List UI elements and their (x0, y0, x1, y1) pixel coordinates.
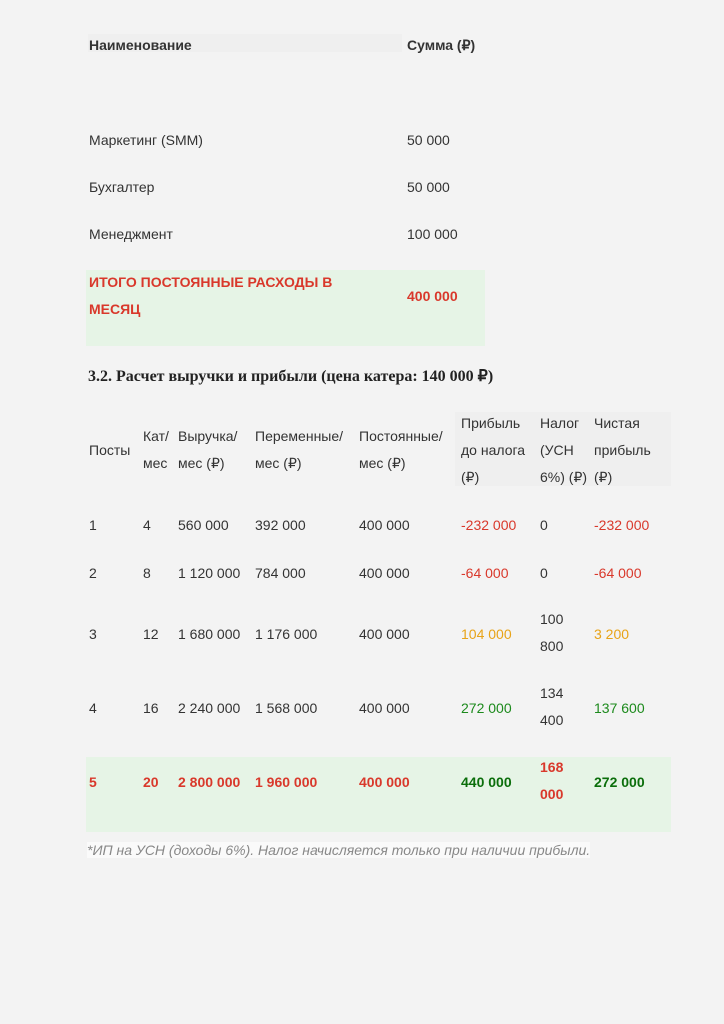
cell-revenue: 2 240 000 (178, 700, 241, 716)
costs-row-name: Менеджмент (89, 226, 173, 242)
th-fixed-line1: Постоянные/ (359, 428, 443, 444)
costs-header-sum: Сумма (₽) (407, 37, 476, 53)
costs-row-name: Бухгалтер (89, 179, 155, 195)
cell-profit: -232 000 (461, 517, 517, 533)
th-boats-line1: Кат/ (143, 428, 169, 444)
cell-profit: 440 000 (461, 774, 512, 790)
th-revenue-line2: мес (₽) (178, 455, 225, 471)
section-title: 3.2. Расчет выручки и прибыли (цена катера: 140 000 ₽) (88, 368, 494, 385)
th-fixed-line2: мес (₽) (359, 455, 406, 471)
costs-row-name: Маркетинг (SMM) (89, 132, 203, 148)
cell-revenue: 2 800 000 (178, 774, 241, 790)
cell-tax-line2: 800 (540, 638, 564, 654)
th-variable-line1: Переменные/ (255, 428, 344, 444)
cell-variable: 1 176 000 (255, 626, 318, 642)
cell-tax-line2: 400 (540, 712, 564, 728)
th-tax (540, 410, 587, 491)
costs-header-name: Наименование (89, 37, 192, 53)
cell-net: 3 200 (594, 626, 630, 642)
th-profit (461, 410, 525, 491)
th-net (594, 410, 651, 491)
th-variable (255, 423, 343, 477)
cell-boats: 16 (143, 700, 159, 716)
cell-tax (540, 754, 563, 808)
costs-row-sum: 50 000 (407, 132, 450, 148)
cell-tax: 0 (540, 565, 548, 581)
th-variable-line2: мес (₽) (255, 455, 302, 471)
th-boats (143, 423, 169, 477)
th-profit-line3: (₽) (461, 469, 480, 485)
cell-revenue: 560 000 (178, 517, 229, 533)
cell-profit: 104 000 (461, 626, 512, 642)
cell-variable: 392 000 (255, 517, 306, 533)
cell-posts: 2 (89, 565, 97, 581)
cell-fixed: 400 000 (359, 565, 410, 581)
costs-total-sum: 400 000 (407, 288, 458, 304)
cell-net: -64 000 (594, 565, 642, 581)
th-net-line1: Чистая (594, 415, 640, 431)
cell-fixed: 400 000 (359, 626, 410, 642)
cell-tax (540, 680, 563, 734)
th-fixed (359, 423, 443, 477)
th-net-line3: (₽) (594, 469, 613, 485)
costs-row-sum: 100 000 (407, 226, 458, 242)
th-boats-line2: мес (143, 455, 168, 471)
cell-tax-line1: 134 (540, 685, 564, 701)
cell-variable: 784 000 (255, 565, 306, 581)
cell-profit: 272 000 (461, 700, 512, 716)
cell-fixed: 400 000 (359, 517, 410, 533)
th-net-line2: прибыль (594, 442, 651, 458)
th-tax-line3: 6%) (₽) (540, 469, 588, 485)
th-revenue (178, 423, 237, 477)
th-profit-line1: Прибыль (461, 415, 521, 431)
cell-posts: 1 (89, 517, 97, 533)
th-posts: Посты (89, 442, 131, 458)
revenue-total-row (86, 757, 671, 832)
costs-total-label-2: МЕСЯЦ (89, 301, 141, 317)
cell-tax: 0 (540, 517, 548, 533)
cell-fixed: 400 000 (359, 700, 410, 716)
th-tax-line2: (УСН (540, 442, 574, 458)
cell-tax-line1: 100 (540, 611, 564, 627)
cell-tax-line2: 000 (540, 786, 564, 802)
cell-fixed: 400 000 (359, 774, 410, 790)
cell-variable: 1 960 000 (255, 774, 318, 790)
cell-variable: 1 568 000 (255, 700, 318, 716)
cell-net: 137 600 (594, 700, 645, 716)
cell-profit: -64 000 (461, 565, 509, 581)
costs-total-label: ИТОГО ПОСТОЯННЫЕ РАСХОДЫ В (89, 274, 333, 290)
cell-net: -232 000 (594, 517, 650, 533)
cell-posts: 5 (89, 774, 97, 790)
cell-tax (540, 606, 563, 660)
th-tax-line1: Налог (540, 415, 580, 431)
costs-row-sum: 50 000 (407, 179, 450, 195)
footnote: *ИП на УСН (доходы 6%). Налог начисляется только при наличии прибыли. (87, 842, 591, 858)
cell-boats: 8 (143, 565, 151, 581)
cell-boats: 12 (143, 626, 159, 642)
cell-posts: 3 (89, 626, 97, 642)
cell-revenue: 1 680 000 (178, 626, 241, 642)
cell-revenue: 1 120 000 (178, 565, 241, 581)
cell-boats: 20 (143, 774, 159, 790)
cell-boats: 4 (143, 517, 151, 533)
cell-posts: 4 (89, 700, 97, 716)
th-profit-line2: до налога (461, 442, 526, 458)
th-revenue-line1: Выручка/ (178, 428, 238, 444)
cell-net: 272 000 (594, 774, 645, 790)
cell-tax-line1: 168 (540, 759, 564, 775)
